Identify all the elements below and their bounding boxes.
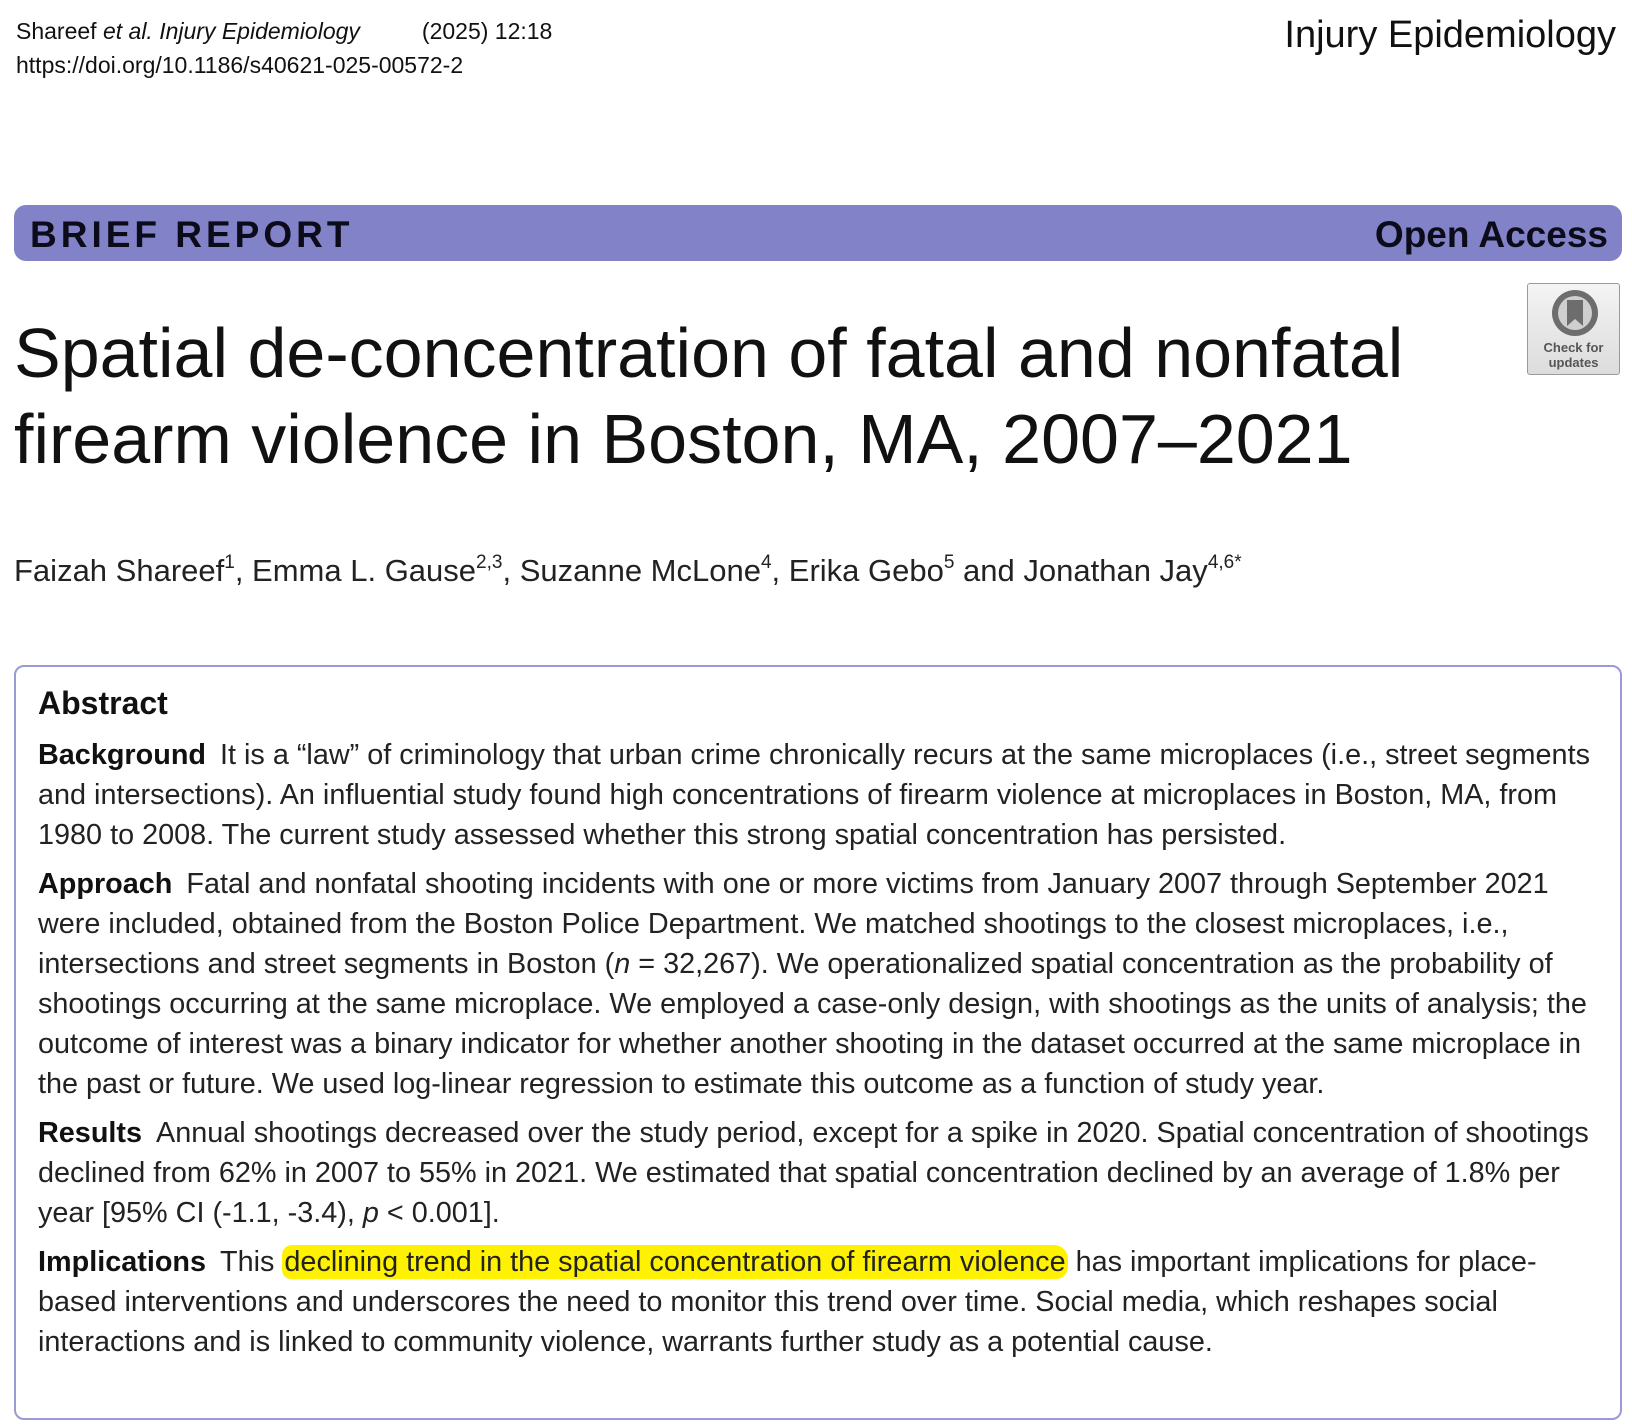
abstract-background <box>38 735 1608 855</box>
article-type-label: BRIEF REPORT <box>30 214 354 255</box>
check-for-updates-button[interactable] <box>1527 283 1620 375</box>
author-name[interactable]: Faizah Shareef <box>14 553 225 588</box>
author-list <box>14 553 1242 589</box>
background-text: It is a “law” of criminology that urban crime chronically recurs at the same microplaces (i.e., street segments and intersections). An influential study found high concentrations of firearm violence at microplaces in Boston, MA, from 1980 to 2008. The current study assessed whether this strong spatial concentration has persisted. <box>38 739 1590 851</box>
implications-text-continued: has important implications for place-based interventions and underscores the need to monitor this trend over time. Social media, which reshapes social interactions and is linked to community violence, warrants further study as a potential cause. <box>38 1246 1537 1358</box>
approach-text-continued: = 32,267). We operationalized spatial concentration as the probability of shootings occurring at the same microplace. We employed a case-only design, with shootings as the units of analysis; the outcome of interest was a binary indicator for whether another shooting in the dataset occurred at the same microplace in the past or future. We used log-linear regression to estimate this outcome as a function of study year. <box>38 948 1587 1100</box>
abstract-approach <box>38 864 1608 1104</box>
author-affiliation: 1 <box>224 552 235 573</box>
check-for-updates-line1: Check for <box>1543 340 1604 355</box>
journal-name: Injury Epidemiology <box>1284 14 1616 56</box>
citation-line <box>16 18 552 45</box>
author-separator: , <box>234 553 253 588</box>
author-name[interactable]: Emma L. Gause <box>252 553 477 588</box>
abstract-results <box>38 1113 1608 1233</box>
citation-year-volume: (2025) 12:18 <box>421 18 553 44</box>
sample-size-symbol: n <box>614 948 631 980</box>
check-for-updates-label <box>1528 340 1619 370</box>
author-affiliation: 5 <box>943 552 955 573</box>
author-separator: , <box>502 553 520 588</box>
article-type-banner <box>14 205 1622 261</box>
p-value-symbol: p <box>362 1197 379 1229</box>
implications-label: Implications <box>38 1246 207 1278</box>
open-access-label: Open Access <box>1374 214 1608 255</box>
author-separator: , <box>771 553 789 588</box>
author-name[interactable]: Erika Gebo <box>788 553 944 588</box>
implications-text: This <box>220 1246 283 1278</box>
background-label: Background <box>38 739 207 771</box>
author-affiliation: 4 <box>760 552 772 573</box>
author-affiliation: 2,3 <box>476 552 503 573</box>
check-for-updates-line2: updates <box>1548 355 1599 370</box>
abstract-box <box>14 665 1622 1420</box>
results-text-continued: < 0.001]. <box>378 1197 500 1229</box>
results-label: Results <box>38 1117 143 1149</box>
author-name[interactable]: Jonathan Jay <box>1023 553 1208 588</box>
author-affiliation: 4,6* <box>1207 552 1242 573</box>
doi-link[interactable]: https://doi.org/10.1186/s40621-025-00572-2 <box>16 52 464 78</box>
check-for-updates-icon <box>1550 288 1600 338</box>
results-text: Annual shootings decreased over the study period, except for a spike in 2020. Spatial concentration of shootings declined from 62% in 2007 to 55% in 2021. We estimated that spatial concentration declined by an average of 1.8% per year [95% CI (-1.1, -3.4), <box>38 1117 1589 1229</box>
article-title: Spatial de-concentration of fatal and nonfatal firearm violence in Boston, MA, 2007–2021 <box>14 314 1404 478</box>
author-separator: and <box>954 553 1024 588</box>
citation-author: Shareef <box>16 18 97 44</box>
abstract-heading: Abstract <box>38 685 168 721</box>
citation-journal: et al. Injury Epidemiology <box>102 18 360 44</box>
author-name[interactable]: Suzanne McLone <box>519 553 761 588</box>
abstract-body <box>38 735 1608 1371</box>
abstract-implications <box>38 1242 1608 1362</box>
highlighted-phrase: declining trend in the spatial concentration of firearm violence <box>284 1246 1066 1278</box>
approach-text: Fatal and nonfatal shooting incidents with one or more victims from January 2007 through September 2021 were included, obtained from the Boston Police Department. We matched shootings to the closest microplaces, i.e., intersections and street segments in Boston ( <box>38 868 1549 980</box>
approach-label: Approach <box>38 868 173 900</box>
